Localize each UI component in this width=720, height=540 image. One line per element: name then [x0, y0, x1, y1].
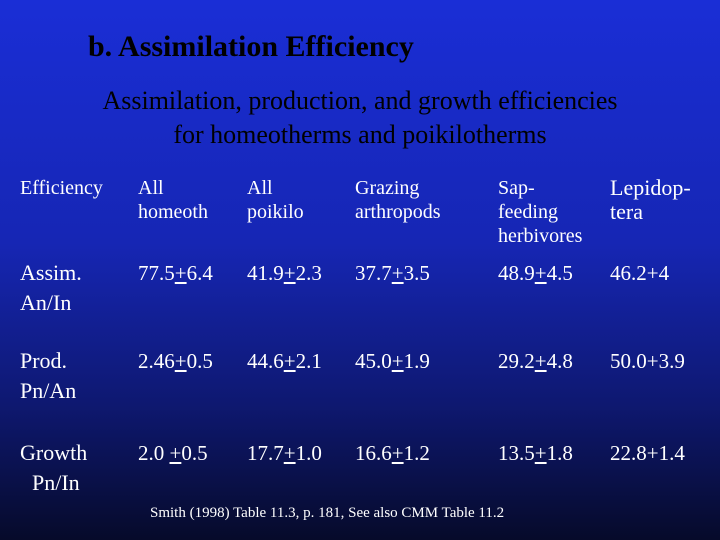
table-cell: 2.46+0.5	[138, 349, 213, 373]
table-cell: 16.6+1.2	[355, 441, 430, 465]
slide-title: b. Assimilation Efficiency	[88, 30, 414, 63]
table-cell: 13.5+1.8	[498, 441, 573, 465]
row-label-assim: Assim. An/In	[20, 260, 82, 315]
row-label-prod: Prod. Pn/An	[20, 348, 77, 403]
header-efficiency: Efficiency	[20, 177, 103, 199]
header-lepidoptera: Lepidop- tera	[610, 175, 691, 224]
table-cell: 46.2+4	[610, 261, 670, 285]
table-cell: 17.7+1.0	[247, 441, 322, 465]
table-cell: 50.0+3.9	[610, 349, 685, 373]
subtitle-line-1: Assimilation, production, and growth efficiencies	[102, 86, 618, 115]
table-cell: 45.0+1.9	[355, 349, 430, 373]
slide-subtitle	[0, 84, 720, 152]
table-cell: 41.9+2.3	[247, 261, 322, 285]
header-all-poikilo: All poikilo	[247, 177, 304, 223]
table-cell: 29.2+4.8	[498, 349, 573, 373]
table-cell: 2.0 +0.5	[138, 441, 208, 465]
header-all-homeoth: All homeoth	[138, 177, 208, 223]
table-cell: 44.6+2.1	[247, 349, 322, 373]
subtitle-line-2: for homeotherms and poikilotherms	[173, 120, 547, 149]
header-sap-feeding-herbivores: Sap- feeding herbivores	[498, 177, 583, 247]
source-citation: Smith (1998) Table 11.3, p. 181, See also CMM Table 11.2	[150, 505, 505, 521]
header-grazing-arthropods: Grazing arthropods	[355, 177, 441, 223]
table-cell: 22.8+1.4	[610, 441, 685, 465]
table-cell: 48.9+4.5	[498, 261, 573, 285]
table-cell: 77.5+6.4	[138, 261, 213, 285]
table-cell: 37.7+3.5	[355, 261, 430, 285]
row-label-growth: Growth Pn/In	[20, 440, 88, 495]
